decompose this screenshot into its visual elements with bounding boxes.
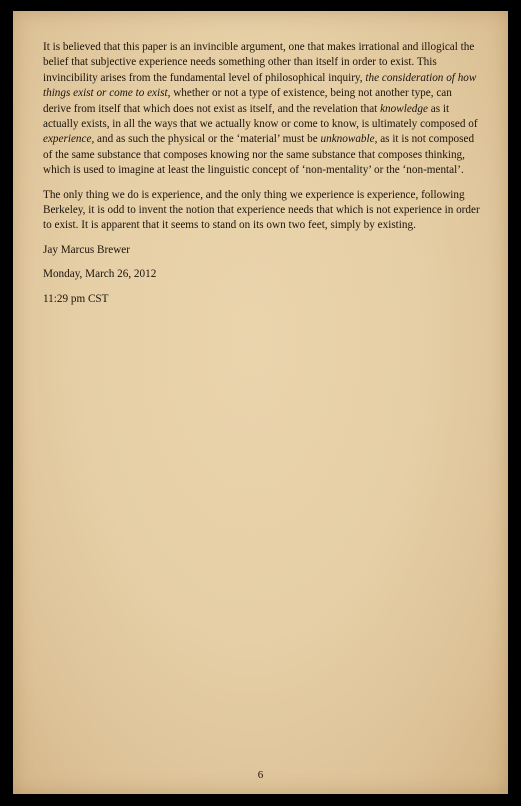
italic-phrase: experience, <box>43 133 95 146</box>
italic-phrase: unknowable, <box>320 133 378 146</box>
date-line: Monday, March 26, 2012 <box>43 268 157 281</box>
italic-phrase: the consideration of how things exist or come to exist, <box>43 71 477 100</box>
paragraph-experience: The only thing we do is experience, and the only thing we experience is experience, following Berkeley, it is odd to invent the notion that experience needs that which is not experience in order to exist. It is apparent that it seems to stand on its own two feet, simply by existing. <box>43 188 480 232</box>
text-run: as it actually exists, in all the ways that we actually know or come to know, is ultimately composed of <box>43 102 478 131</box>
text-run: and as such the physical or the ‘material’ must be <box>94 133 321 146</box>
time-line: 11:29 pm CST <box>43 292 109 305</box>
page-number: 6 <box>257 769 264 781</box>
paper-page <box>13 11 508 794</box>
text-run: It is believed that this paper is an invincible argument, one that makes irrational and illogical the belief that subjective experience needs something other than itself in order to exist. This invincibility arises from the fundamental level of philosophical inquiry, <box>43 41 475 84</box>
paragraph-argument <box>43 40 481 179</box>
text-run: whether or not a type of existence, being not another type, can derive from itself that which does not exist as itself, and the revelation that <box>43 87 452 115</box>
italic-phrase: knowledge <box>380 102 428 115</box>
text-run: as it is not composed of the same substance that composes knowing nor the same substance that composes thinking, which is used to imagine at least the linguistic concept of ‘non-mentality’ or the ‘non-mental’. <box>43 133 475 177</box>
author-name: Jay Marcus Brewer <box>43 243 130 256</box>
document-body <box>43 40 481 316</box>
